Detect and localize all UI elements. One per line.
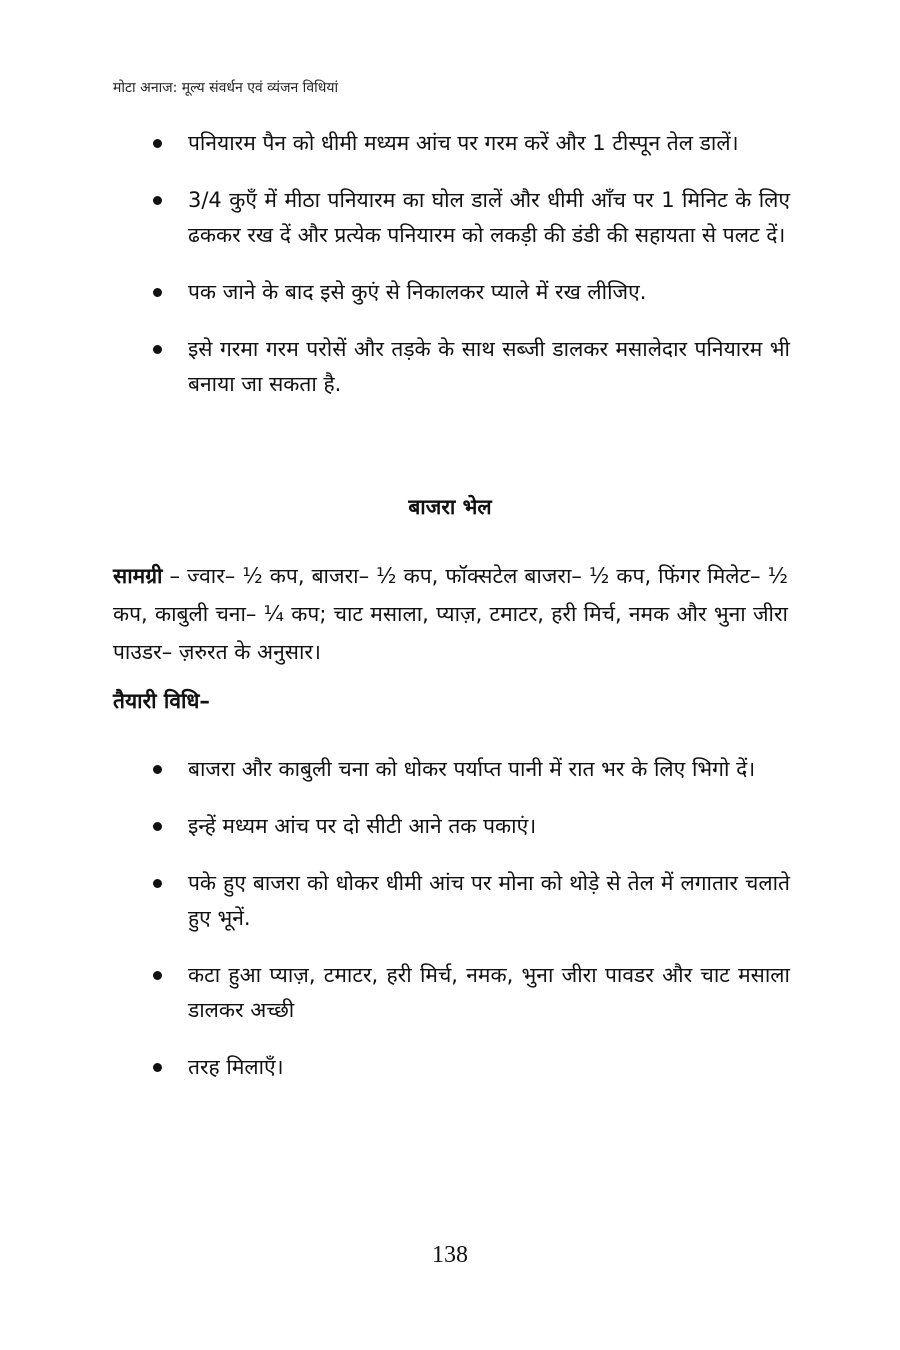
step-text: इसे गरमा गरम परोसें और तड़के के साथ सब्जी डालकर मसालेदार पनियारम भी बनाया जा सकता है. (188, 337, 790, 396)
step-text: 3/4 कुएँ में मीठा पनियारम का घोल डालें और धीमी आँच पर 1 मिनिट के लिए ढककर रख दें और प्रत्येक पनियारम को लकड़ी की डंडी की सहायता से पलट दें। (188, 188, 791, 247)
running-header: मोटा अनाज: मूल्य संवर्धन एवं व्यंजन विधियां (113, 80, 339, 96)
bullet-icon (153, 1063, 162, 1072)
ingredients-text: – ज्वार– ½ कप, बाजरा– ½ कप, फॉक्सटेल बाजरा– ½ कप, फिंगर मिलेट– ½ कप, काबुली चना– ¼ कप; चाट मसाला, प्याज़, टमाटर, हरी मिर्च, नमक और भुना जीरा पाउडर– ज़रुरत के अनुसार। (113, 564, 788, 664)
bullet-icon (153, 288, 162, 297)
step-text: पके हुए बाजरा को धोकर धीमी आंच पर मोना को थोड़े से तेल में लगातार चलाते हुए भूनें. (188, 871, 790, 930)
step-text: पक जाने के बाद इसे कुएं से निकालकर प्याले में रख लीजिए. (188, 280, 647, 304)
ingredients-label: सामग्री (113, 564, 163, 588)
list-item (150, 958, 790, 1028)
bullet-icon (153, 765, 162, 774)
list-item (150, 809, 790, 844)
ingredients-paragraph (113, 557, 788, 671)
step-text: बाजरा और काबुली चना को धोकर पर्याप्त पानी में रात भर के लिए भिगो दें। (188, 757, 756, 781)
step-text: पनियारम पैन को धीमी मध्यम आंच पर गरम करें और 1 टीस्पून तेल डालें। (188, 131, 739, 155)
previous-recipe-steps-list (150, 126, 790, 424)
step-text: कटा हुआ प्याज़, टमाटर, हरी मिर्च, नमक, भुना जीरा पावडर और चाट मसाला डालकर अच्छी (188, 963, 790, 1022)
list-item (150, 866, 790, 936)
page-number: 138 (432, 1242, 468, 1268)
bullet-icon (153, 139, 162, 148)
list-item (150, 183, 790, 253)
list-item (150, 752, 790, 787)
recipe-title: बाजरा भेल (408, 495, 492, 519)
step-text: इन्हें मध्यम आंच पर दो सीटी आने तक पकाएं। (188, 814, 537, 838)
bullet-icon (153, 345, 162, 354)
list-item (150, 126, 790, 161)
bullet-icon (153, 879, 162, 888)
list-item (150, 332, 790, 402)
bullet-icon (153, 822, 162, 831)
bullet-icon (153, 971, 162, 980)
step-text: तरह मिलाएँ। (188, 1055, 284, 1079)
bullet-icon (153, 196, 162, 205)
list-item (150, 275, 790, 310)
method-heading: तैयारी विधि– (113, 689, 210, 713)
list-item (150, 1050, 790, 1085)
method-steps-list (150, 752, 790, 1107)
